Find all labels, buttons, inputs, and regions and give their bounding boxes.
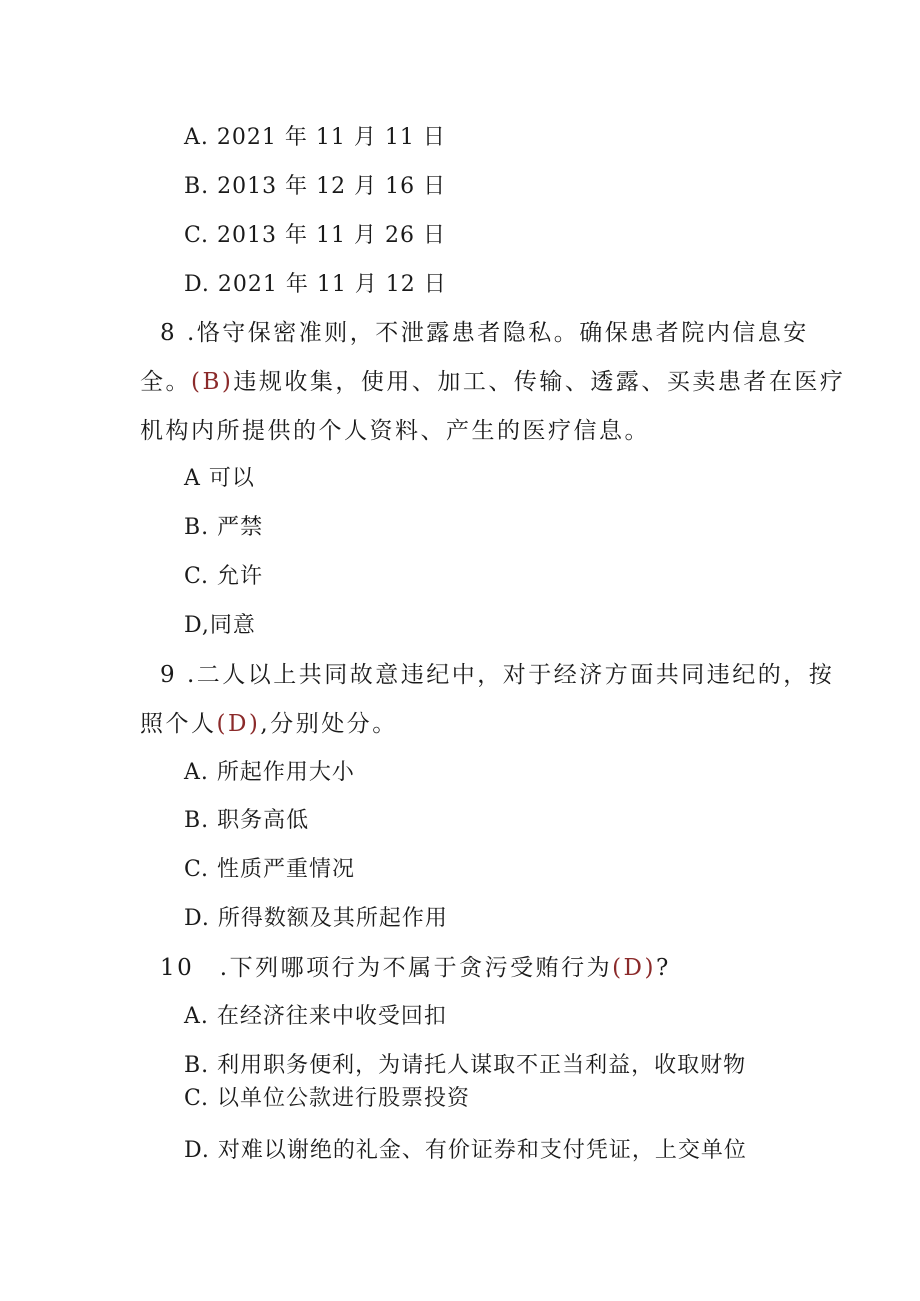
q8-line-2-post: 违规收集，使用、加工、传输、透露、买卖患者在医疗 [233,369,846,395]
prev-option-b: B. 2013 年 12 月 16 日 [184,174,447,199]
q10-option-b: B. 利用职务便利，为请托人谋取不正当利益，收取财物 [184,1053,747,1078]
q9-option-d: D. 所得数额及其所起作用 [184,906,448,931]
q10-line-1 [160,953,671,983]
prev-option-a: A. 2021 年 11 月 11 日 [184,125,446,150]
q9-answer: (D) [216,711,261,737]
q8-option-a: A 可以 [184,466,255,491]
q8-line-1: 8 .恪守保密准则，不泄露患者隐私。确保患者院内信息安 [160,320,809,346]
q9-option-b: B. 职务高低 [184,808,310,833]
prev-option-c: C. 2013 年 11 月 26 日 [184,223,446,248]
q8-line-2-pre: 全。 [140,369,191,395]
q10-option-c: C. 以单位公款进行股票投资 [184,1086,471,1111]
q9-option-a: A. 所起作用大小 [184,760,355,785]
q8-option-d: D,同意 [184,613,256,638]
q10-line-1-pre: 10 .下列哪项行为不属于贪污受贿行为 [160,955,613,981]
q9-option-c: C. 性质严重情况 [184,857,356,882]
q10-answer: (D) [612,955,656,981]
q8-line-2 [140,367,845,397]
q9-line-2-pre: 照个人 [140,711,217,737]
q9-line-2 [140,709,398,739]
q9-line-1: 9 .二人以上共同故意违纪中，对于经济方面共同违纪的，按 [160,662,835,688]
q10-option-d: D. 对难以谢绝的礼金、有价证券和支付凭证，上交单位 [184,1138,747,1163]
q8-option-b: B. 严禁 [184,515,264,540]
q8-option-c: C. 允许 [184,564,264,589]
q8-answer: (B) [191,369,234,395]
q9-line-2-post: ,分别处分。 [260,711,398,737]
q10-line-1-post: ? [655,955,671,981]
q8-line-3: 机构内所提供的个人资料、产生的医疗信息。 [140,418,650,444]
q10-option-a: A. 在经济往来中收受回扣 [184,1004,447,1029]
prev-option-d: D. 2021 年 11 月 12 日 [184,272,447,297]
